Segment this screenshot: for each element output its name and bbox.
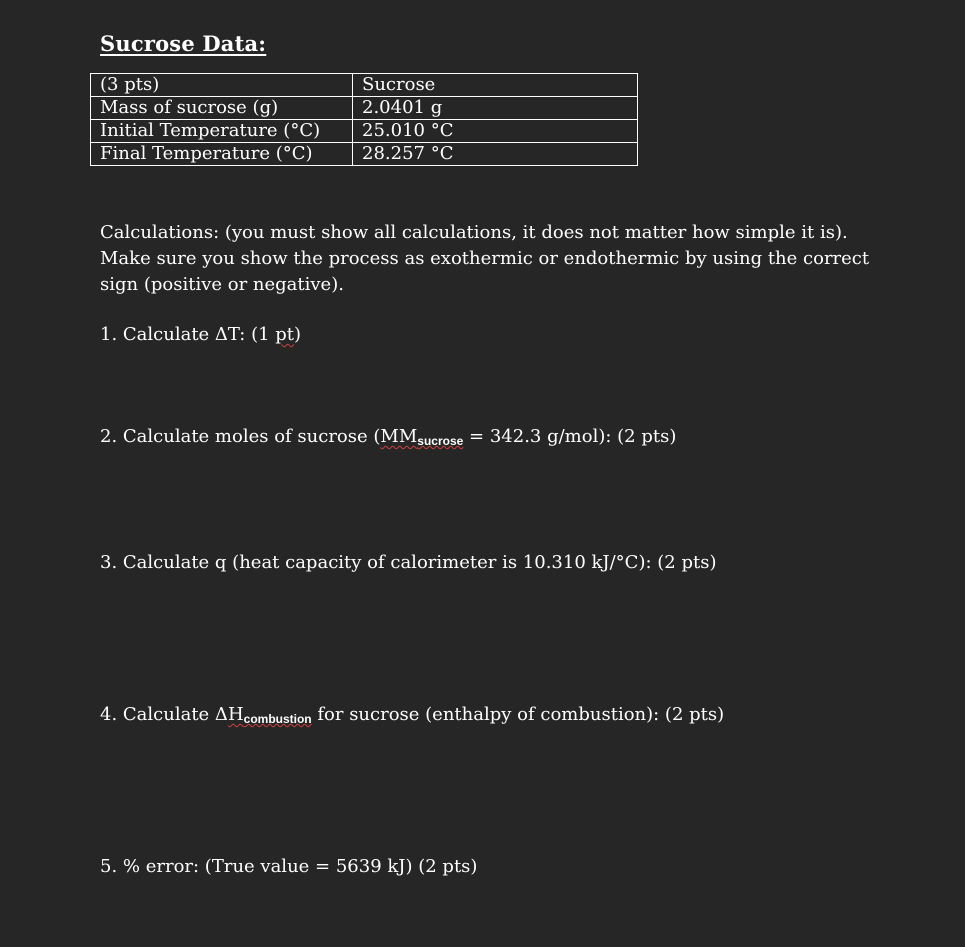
question-3 (100, 550, 900, 576)
table-cell: Final Temperature (°C) (91, 143, 353, 166)
table-cell: Initial Temperature (°C) (91, 120, 353, 143)
question-1-text: 1. Calculate ΔT: (1 (100, 324, 276, 345)
question-4 (100, 702, 900, 732)
table-row (91, 143, 638, 166)
question-5 (100, 854, 900, 880)
question-2-post: = 342.3 g/mol): (2 pts) (463, 426, 677, 447)
question-4-pre: 4. Calculate Δ (100, 704, 228, 725)
table-cell: 28.257 °C (353, 143, 638, 166)
question-2-pre: 2. Calculate moles of sucrose ( (100, 426, 381, 447)
table-cell: Sucrose (353, 74, 638, 97)
sucrose-data-table (90, 73, 638, 166)
table-row (91, 97, 638, 120)
question-1 (100, 322, 900, 348)
question-5-text: 5. % error: (True value = 5639 kJ) (2 pts) (100, 856, 478, 877)
question-4-subscript: combustion (243, 712, 312, 726)
question-4-post: for sucrose (enthalpy of combustion): (2 pts) (311, 704, 725, 725)
question-1-tail: ) (294, 324, 302, 345)
question-3-text: 3. Calculate q (heat capacity of calorimeter is 10.310 kJ/°C): (2 pts) (100, 552, 717, 573)
table-cell: (3 pts) (91, 74, 353, 97)
question-2 (100, 424, 900, 454)
question-1-flagged-word: pt (275, 324, 295, 345)
table-row (91, 74, 638, 97)
question-2-subscript: sucrose (417, 434, 464, 448)
question-2-molar-mass-symbol: $MM_{sucrose}$ (380, 426, 464, 448)
question-4-enthalpy-symbol: $H_{combustion}$ (227, 704, 312, 726)
table-cell: 25.010 °C (353, 120, 638, 143)
table-cell: Mass of sucrose (g) (91, 97, 353, 120)
instructions-paragraph: Calculations: (you must show all calculations, it does not matter how simple it is). Make sure you show the process as exothermic or endothermic by using the correct sign (positive or negative). (100, 222, 870, 295)
table-cell: 2.0401 g (353, 97, 638, 120)
section-heading: Sucrose Data: (100, 31, 267, 56)
table-row (91, 120, 638, 143)
